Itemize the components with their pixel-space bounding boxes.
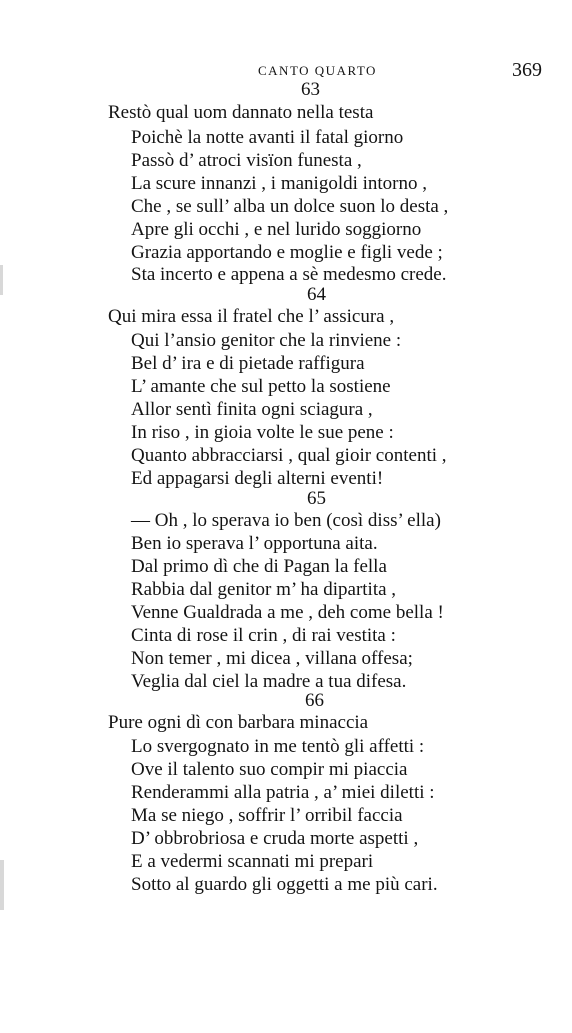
- verse-line: — Oh , lo sperava io ben (così diss’ ella): [131, 510, 441, 531]
- verse-line: Ove il talento suo compir mi piaccia: [131, 759, 408, 780]
- verse-line: Restò qual uom dannato nella testa: [108, 102, 374, 123]
- verse-line: Non temer , mi dicea , villana offesa;: [131, 648, 413, 669]
- verse-line: Sotto al guardo gli oggetti a me più cari.: [131, 874, 438, 895]
- verse-line: Grazia apportando e moglie e figli vede ;: [131, 242, 443, 263]
- verse-line: E a vedermi scannati mi prepari: [131, 851, 374, 872]
- verse-line: Allor sentì finita ogni sciagura ,: [131, 399, 373, 420]
- verse-line: Ed appagarsi degli alterni eventi!: [131, 468, 384, 489]
- verse-line: Cinta di rose il crin , di rai vestita :: [131, 625, 396, 646]
- verse-line: In riso , in gioia volte le sue pene :: [131, 422, 394, 443]
- verse-line: Bel d’ ira e di pietade raffigura: [131, 353, 365, 374]
- verse-line: Ben io sperava l’ opportuna aita.: [131, 533, 378, 554]
- verse-line: Che , se sull’ alba un dolce suon lo desta ,: [131, 196, 449, 217]
- verse-line: Qui l’ansio genitor che la rinviene :: [131, 330, 402, 351]
- verse-line: Renderammi alla patria , a’ miei diletti :: [131, 782, 435, 803]
- verse-line: L’ amante che sul petto la sostiene: [131, 376, 391, 397]
- verse-line: D’ obbrobriosa e cruda morte aspetti ,: [131, 828, 419, 849]
- verse-line: Passò d’ atroci visïon funesta ,: [131, 150, 362, 171]
- verse-line: Pure ogni dì con barbara minaccia: [108, 712, 369, 733]
- verse-line: Sta incerto e appena a sè medesmo crede.: [131, 264, 447, 285]
- verse-line: Lo svergognato in me tentò gli affetti :: [131, 736, 425, 757]
- verse-line: Rabbia dal genitor m’ ha dipartita ,: [131, 579, 397, 600]
- stanza-number: 66: [305, 690, 324, 711]
- verse-line: Dal primo dì che di Pagan la fella: [131, 556, 387, 577]
- verse-line: Quanto abbracciarsi , qual gioir contenti ,: [131, 445, 447, 466]
- verse-line: Venne Gualdrada a me , deh come bella !: [131, 602, 444, 623]
- verse-line: Poichè la notte avanti il fatal giorno: [131, 127, 404, 148]
- page-number: 369: [512, 59, 542, 81]
- verse-line: Veglia dal ciel la madre a tua difesa.: [131, 671, 407, 692]
- page-edge-shadow: [0, 860, 4, 910]
- stanza-number: 63: [301, 79, 320, 100]
- stanza-number: 65: [307, 488, 326, 509]
- verse-line: La scure innanzi , i manigoldi intorno ,: [131, 173, 428, 194]
- verse-line: Apre gli occhi , e nel lurido soggiorno: [131, 219, 422, 240]
- stanza-number: 64: [307, 284, 326, 305]
- verse-line: Ma se niego , soffrir l’ orribil faccia: [131, 805, 403, 826]
- verse-line: Qui mira essa il fratel che l’ assicura ,: [108, 306, 395, 327]
- running-header: CANTO QUARTO: [258, 63, 377, 78]
